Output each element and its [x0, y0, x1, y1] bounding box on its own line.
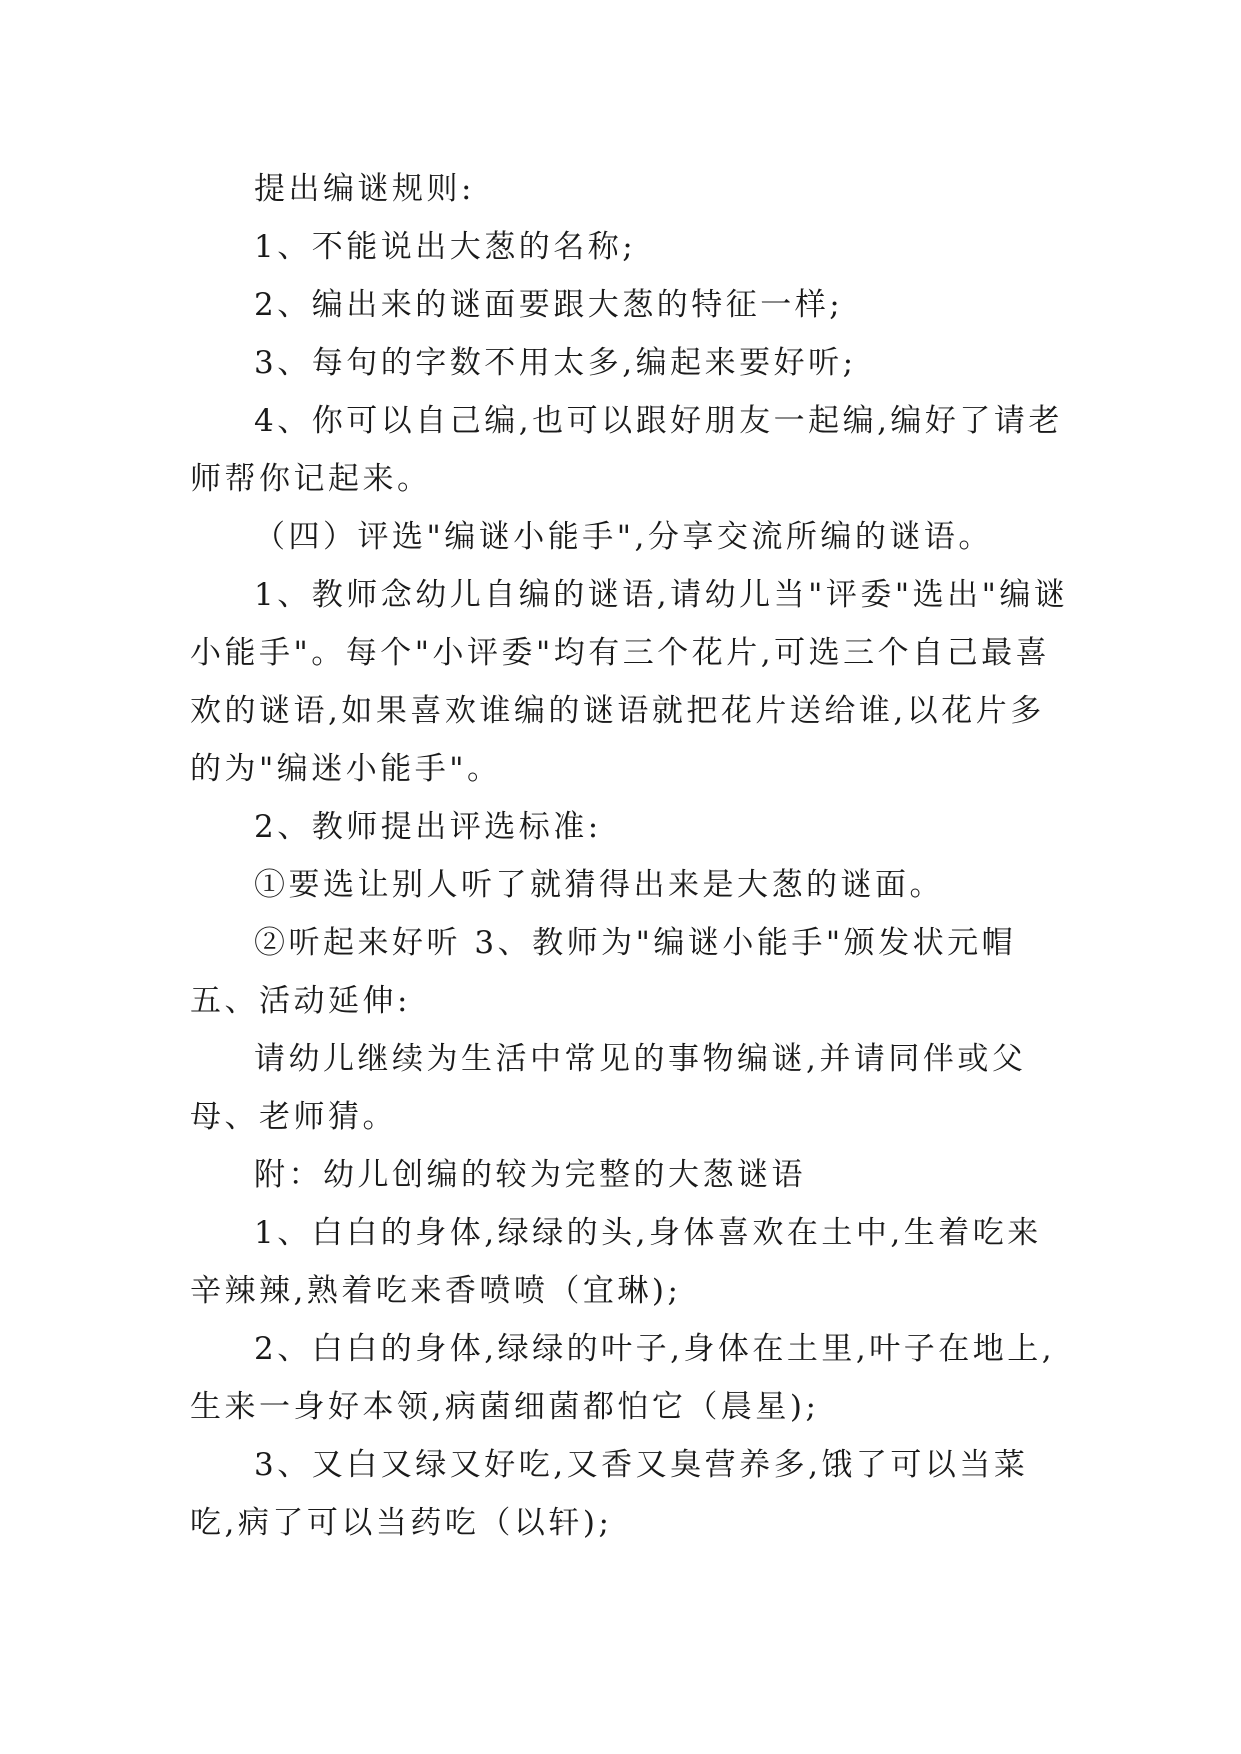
- paragraph-rule-1: 1、不能说出大葱的名称;: [254, 229, 637, 265]
- paragraph-riddle-2: 2、白白的身体,绿绿的叶子,身体在土里,叶子在地上,生来一身好本领,病菌细菌都怕它（晨星);: [190, 1331, 1056, 1425]
- paragraph-appendix-heading: 附：幼儿创编的较为完整的大葱谜语: [254, 1157, 806, 1193]
- paragraph-criterion-2: ②听起来好听 3、教师为"编谜小能手"颁发状元帽五、活动延伸:: [190, 925, 1017, 1019]
- document-body: [190, 160, 1070, 1552]
- paragraph-riddle-3: 3、又白又绿又好吃,又香又臭营养多,饿了可以当菜吃,病了可以当药吃（以轩);: [190, 1447, 1029, 1541]
- paragraph-riddle-1: 1、白白的身体,绿绿的头,身体喜欢在土中,生着吃来辛辣辣,熟着吃来香喷喷（宜琳);: [190, 1215, 1042, 1309]
- paragraph-rule-3: 3、每句的字数不用太多,编起来要好听;: [254, 345, 857, 381]
- paragraph-step-1: 1、教师念幼儿自编的谜语,请幼儿当"评委"选出"编谜小能手"。每个"小评委"均有三个花片,可选三个自己最喜欢的谜语,如果喜欢谁编的谜语就把花片送给谁,以花片多的为"编迷小能手"。: [190, 577, 1069, 787]
- paragraph-step-2: 2、教师提出评选标准:: [254, 809, 602, 845]
- paragraph-rule-4: 4、你可以自己编,也可以跟好朋友一起编,编好了请老师帮你记起来。: [190, 403, 1063, 497]
- paragraph-extension: 请幼儿继续为生活中常见的事物编谜,并请同伴或父母、老师猜。: [190, 1041, 1027, 1135]
- paragraph-rules-heading: 提出编谜规则:: [254, 171, 475, 207]
- paragraph-criterion-1: ①要选让别人听了就猜得出来是大葱的谜面。: [254, 867, 944, 903]
- paragraph-section-four: （四）评选"编谜小能手",分享交流所编的谜语。: [254, 519, 993, 555]
- paragraph-rule-2: 2、编出来的谜面要跟大葱的特征一样;: [254, 287, 844, 323]
